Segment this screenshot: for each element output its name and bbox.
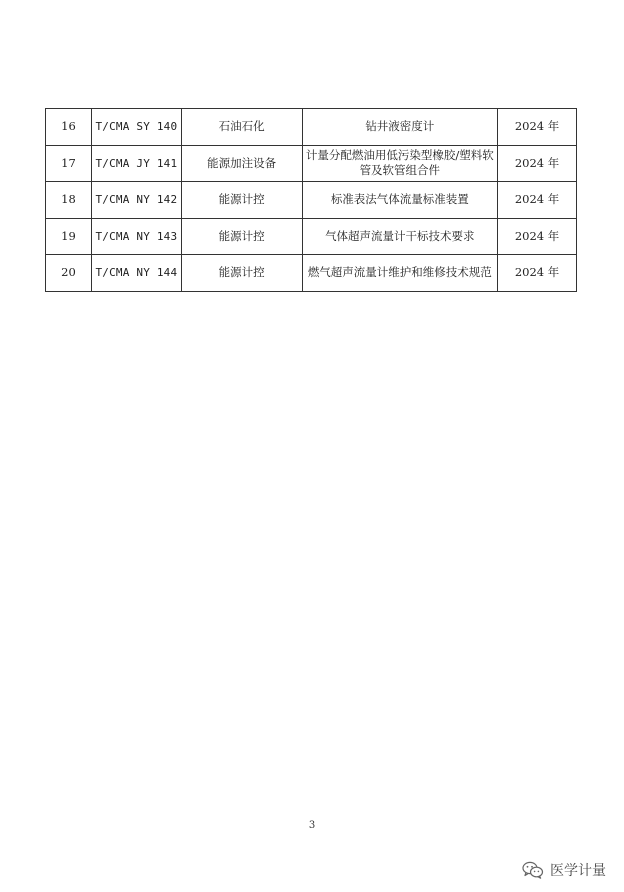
standard-field: 能源加注设备 [181, 145, 302, 182]
standard-field: 能源计控 [181, 218, 302, 255]
standard-field: 石油石化 [181, 109, 302, 146]
row-number: 19 [46, 218, 92, 255]
standard-year: 2024 年 [498, 218, 577, 255]
table-row [46, 145, 577, 182]
standard-code: T/CMA NY 143 [91, 218, 181, 255]
table-row [46, 255, 577, 292]
standard-code: T/CMA JY 141 [91, 145, 181, 182]
standard-name: 钻井液密度计 [302, 109, 498, 146]
standard-name: 计量分配燃油用低污染型橡胶/塑料软管及软管组合件 [302, 145, 498, 182]
standard-field: 能源计控 [181, 255, 302, 292]
wechat-icon [522, 861, 544, 879]
standard-year: 2024 年 [498, 109, 577, 146]
table-row [46, 109, 577, 146]
standard-year: 2024 年 [498, 145, 577, 182]
standard-code: T/CMA SY 140 [91, 109, 181, 146]
page-number: 3 [308, 820, 316, 831]
standard-name: 燃气超声流量计维护和维修技术规范 [302, 255, 498, 292]
standard-year: 2024 年 [498, 255, 577, 292]
watermark [522, 860, 606, 880]
standard-year: 2024 年 [498, 182, 577, 219]
standard-field: 能源计控 [181, 182, 302, 219]
table-row [46, 218, 577, 255]
row-number: 17 [46, 145, 92, 182]
standard-name: 气体超声流量计干标技术要求 [302, 218, 498, 255]
standard-code: T/CMA NY 144 [91, 255, 181, 292]
standard-code: T/CMA NY 142 [91, 182, 181, 219]
row-number: 20 [46, 255, 92, 292]
row-number: 18 [46, 182, 92, 219]
row-number: 16 [46, 109, 92, 146]
standard-name: 标准表法气体流量标准装置 [302, 182, 498, 219]
table-row [46, 182, 577, 219]
watermark-text: 医学计量 [550, 863, 606, 879]
standards-table [45, 108, 577, 292]
